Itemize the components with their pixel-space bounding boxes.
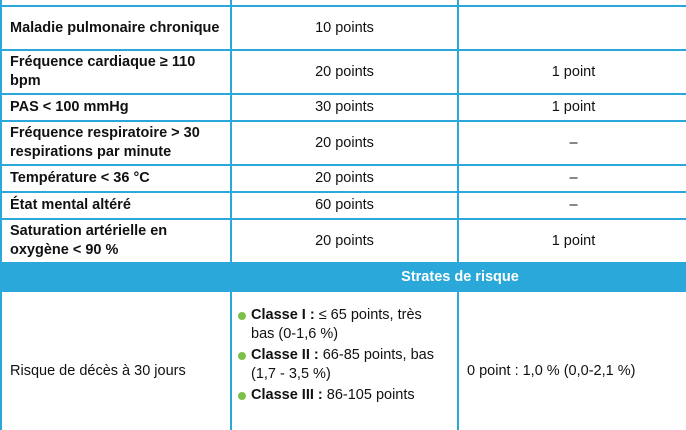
class-text: 66-85 points, bas (1,7 - 3,5 %)	[251, 347, 434, 382]
header-blank-cell	[1, 263, 231, 291]
table-row	[1, 94, 686, 121]
bullet-dot-icon	[238, 392, 246, 400]
criterion-label: Maladie pulmonaire chronique	[1, 6, 231, 50]
risk-label: Risque de décès à 30 jours	[1, 291, 231, 430]
table-row	[1, 165, 686, 192]
spesi-value: –	[458, 192, 686, 219]
criterion-label: État mental altéré	[1, 192, 231, 219]
risk-row	[1, 291, 686, 430]
criterion-label: Saturation artérielle en oxygène < 90 %	[1, 219, 231, 263]
criterion-label: Température < 36 °C	[1, 165, 231, 192]
pesi-value: 60 points	[231, 192, 458, 219]
class-text: ≤ 65 points, très bas (0-1,6 %)	[251, 307, 422, 342]
spesi-value: 1 point	[458, 50, 686, 94]
spesi-value: –	[458, 121, 686, 165]
list-item	[238, 386, 449, 405]
class-text: 86-105 points	[322, 387, 415, 403]
strata-header-row	[1, 263, 686, 291]
risk-class-list	[238, 306, 449, 405]
pesi-value: 20 points	[231, 121, 458, 165]
list-item	[238, 306, 449, 344]
spesi-risk-text: 0 point : 1,0 % (0,0-2,1 %)	[458, 291, 686, 430]
spesi-value: –	[458, 165, 686, 192]
bullet-dot-icon	[238, 352, 246, 360]
class-name: Classe II :	[251, 347, 319, 363]
criterion-label: Fréquence cardiaque ≥ 110 bpm	[1, 50, 231, 94]
class-name: Classe I :	[251, 307, 315, 323]
strata-header: Strates de risque	[231, 263, 686, 291]
pesi-value: 10 points	[231, 6, 458, 50]
risk-class-list-cell	[231, 291, 458, 430]
table-row	[1, 6, 686, 50]
criterion-label: PAS < 100 mmHg	[1, 94, 231, 121]
criterion-label: Fréquence respiratoire > 30 respirations par minute	[1, 121, 231, 165]
spesi-value	[458, 6, 686, 50]
bullet-dot-icon	[238, 312, 246, 320]
table-row	[1, 219, 686, 263]
pesi-value: 20 points	[231, 50, 458, 94]
class-name: Classe III :	[251, 387, 323, 403]
table-row	[1, 192, 686, 219]
table-row	[1, 50, 686, 94]
spesi-value: 1 point	[458, 219, 686, 263]
table-row	[1, 121, 686, 165]
pesi-value: 30 points	[231, 94, 458, 121]
list-item	[238, 346, 449, 384]
pesi-value: 20 points	[231, 165, 458, 192]
pesi-value: 20 points	[231, 219, 458, 263]
spesi-value: 1 point	[458, 94, 686, 121]
